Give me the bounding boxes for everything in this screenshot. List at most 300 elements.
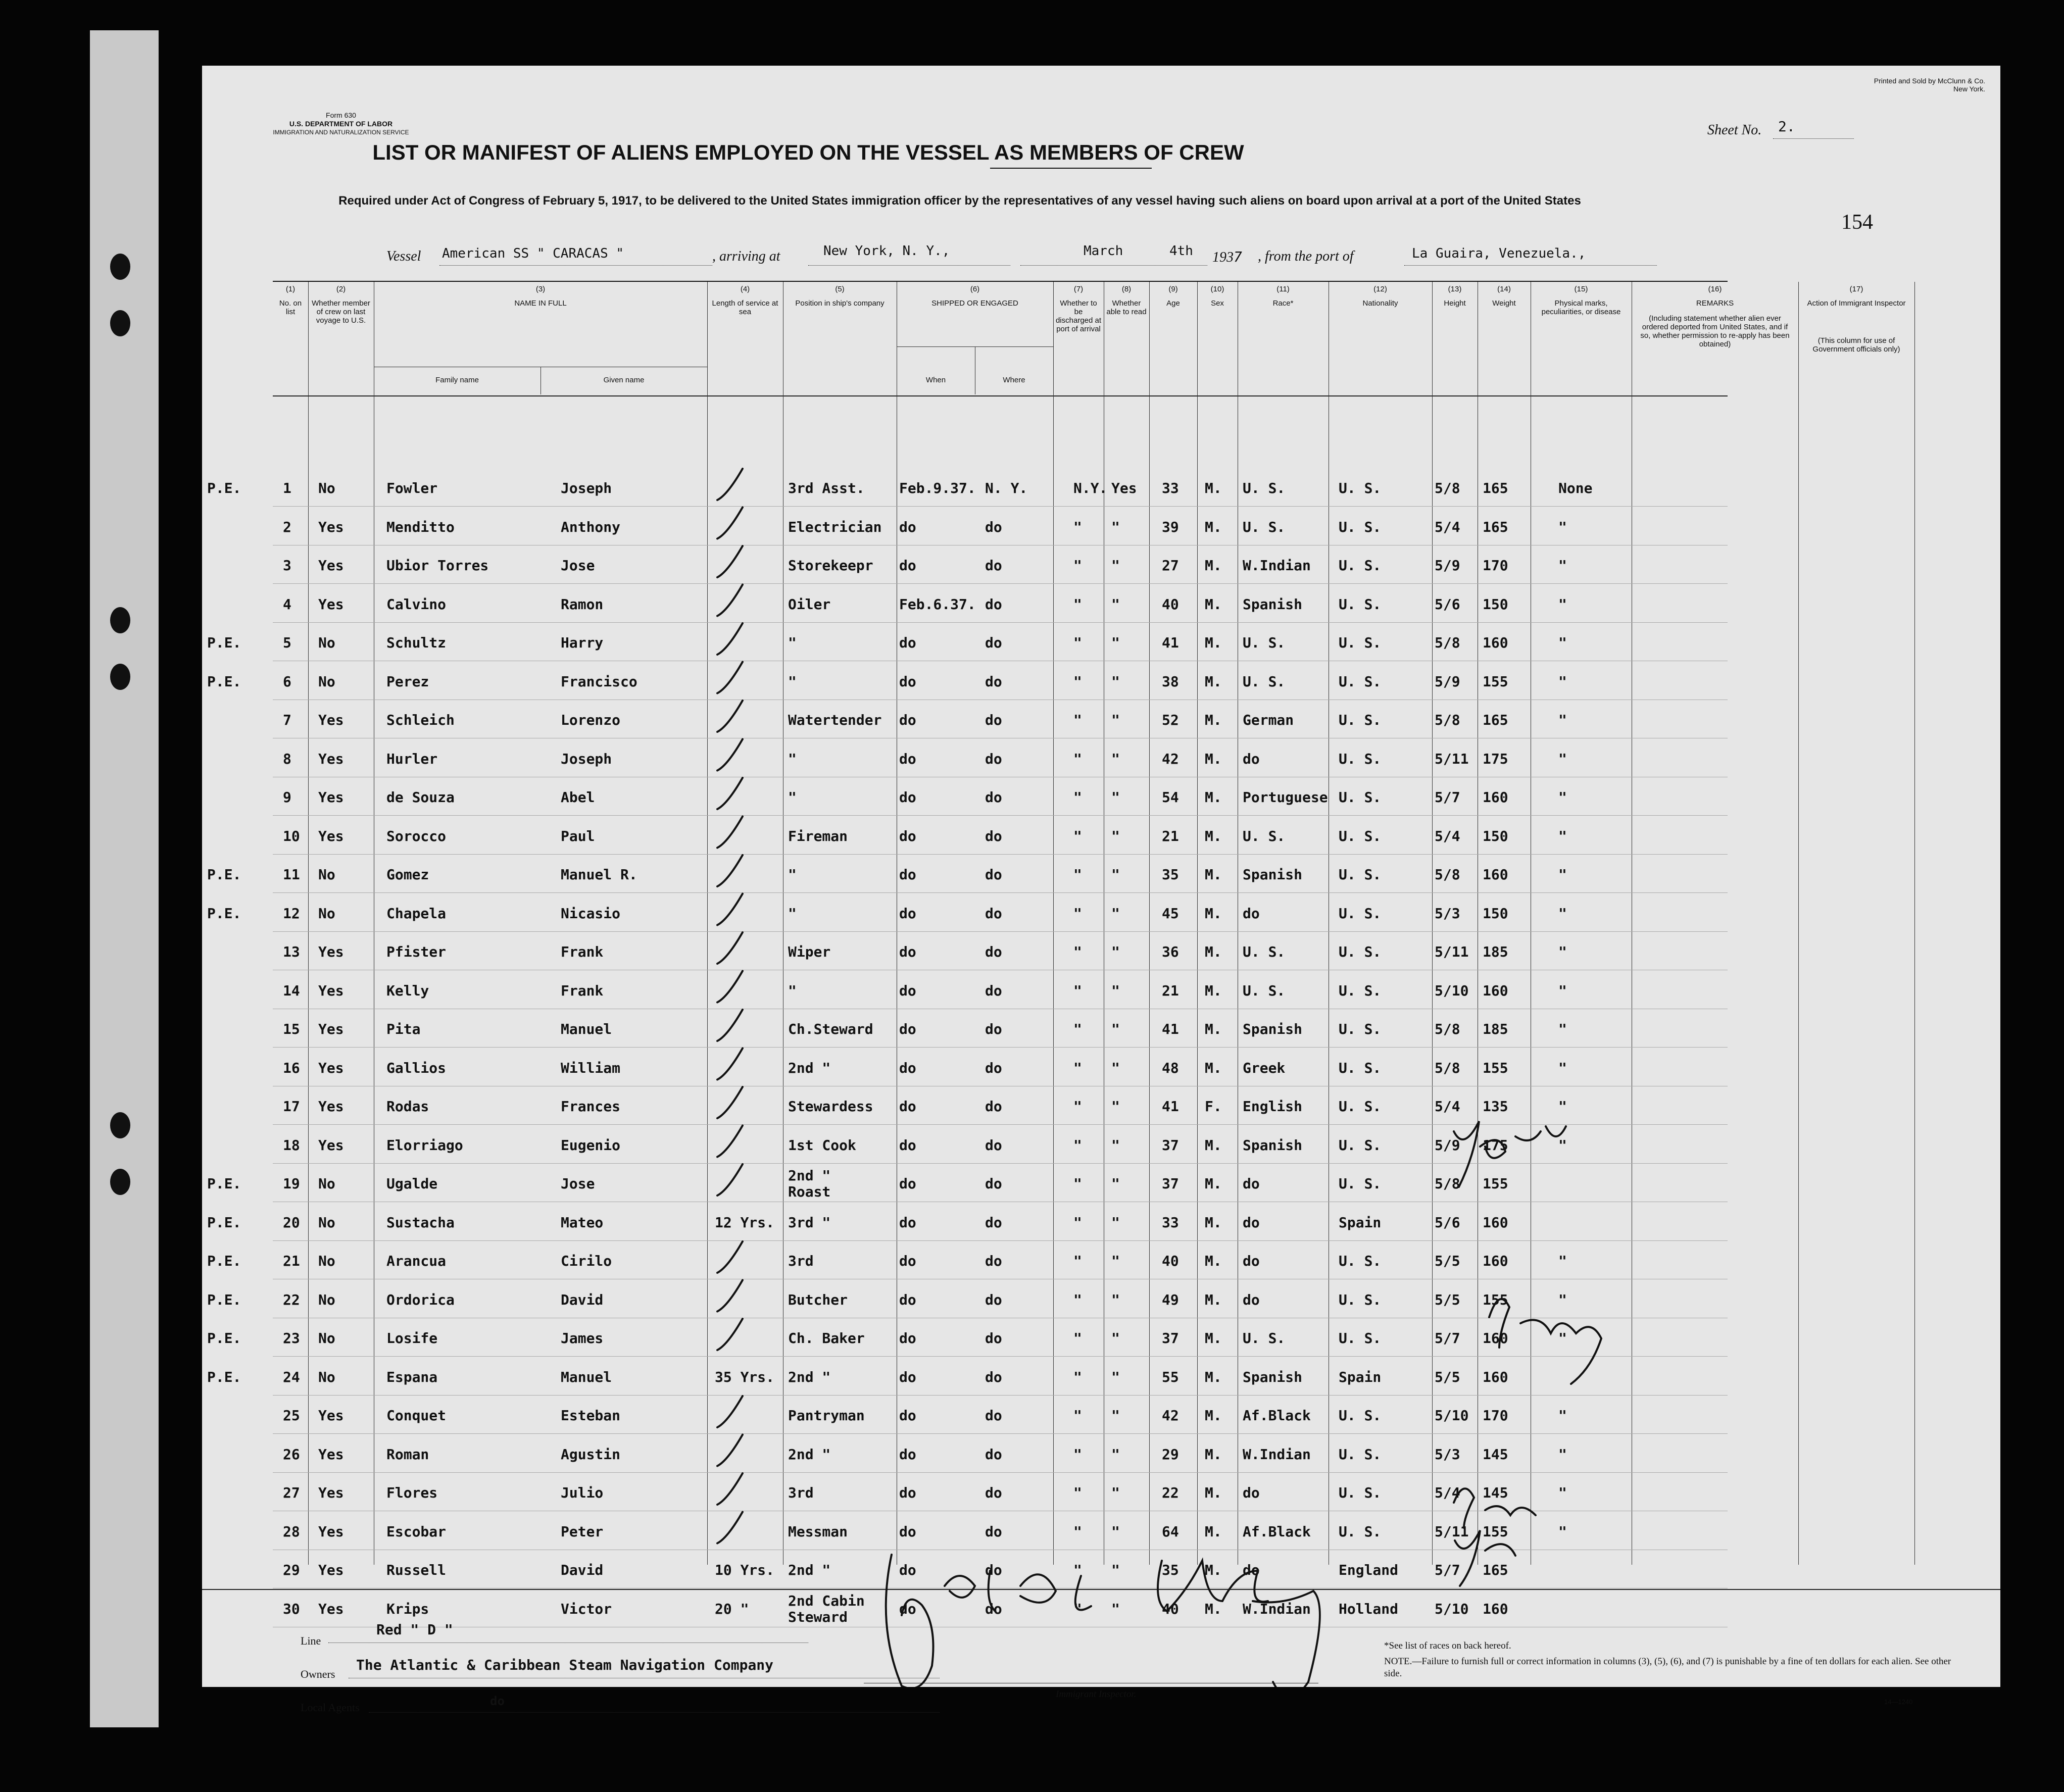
family-name: Gomez	[386, 866, 429, 883]
shipped-when: do	[899, 1175, 916, 1192]
handwritten-remark: Re-shipping	[1637, 1562, 1666, 1569]
nationality: U. S.	[1339, 1446, 1382, 1463]
given-name: Joseph	[561, 750, 612, 767]
weight: 155	[1483, 673, 1508, 690]
discharged: "	[1073, 905, 1082, 922]
header-action-note: (This column for use of Government officials only)	[1812, 336, 1900, 354]
given-name: Manuel R.	[561, 866, 637, 883]
binder-hole	[110, 1169, 130, 1195]
last-voyage: Yes	[318, 1136, 344, 1154]
race: Portuguese	[1243, 789, 1328, 806]
last-voyage: Yes	[318, 595, 344, 613]
physical-marks: "	[1558, 789, 1567, 806]
last-voyage: Yes	[318, 943, 344, 960]
last-voyage: Yes	[318, 982, 344, 999]
header-when: When	[925, 376, 946, 384]
discharged: "	[1073, 982, 1082, 999]
check-tick	[717, 662, 743, 693]
position: 2nd "	[788, 1368, 831, 1385]
race: U. S.	[1243, 982, 1286, 999]
check-tick	[717, 1319, 743, 1350]
discharged: "	[1073, 673, 1082, 690]
given-name: Frank	[561, 943, 604, 960]
family-name: Pfister	[386, 943, 447, 960]
physical-marks: "	[1558, 1484, 1567, 1501]
physical-marks: "	[1558, 1136, 1567, 1154]
last-voyage: No	[318, 673, 335, 690]
family-name: Flores	[386, 1484, 438, 1501]
discharged: "	[1073, 827, 1082, 844]
sex: M.	[1205, 1368, 1222, 1385]
family-name: Roman	[386, 1446, 429, 1463]
sex: M.	[1205, 1021, 1222, 1037]
shipped-where: do	[985, 634, 1002, 651]
header-position: Position in ship's company	[795, 299, 884, 308]
height: 5/8	[1435, 1059, 1460, 1076]
column-number: (3)	[535, 285, 546, 293]
given-name: David	[561, 1562, 604, 1578]
row-number: 2	[283, 518, 291, 535]
check-tick	[717, 1435, 743, 1466]
check-tick	[717, 623, 743, 655]
given-name: Francisco	[561, 673, 637, 690]
able-to-read: "	[1111, 1253, 1120, 1269]
able-to-read: "	[1111, 789, 1120, 806]
weight: 170	[1483, 1407, 1508, 1424]
weight: 160	[1483, 982, 1508, 999]
discharged: "	[1073, 750, 1082, 767]
inspector-label: Immigrant Inspector.	[1056, 1689, 1137, 1700]
inspector-signature	[886, 1555, 1320, 1687]
row-number: 3	[283, 557, 291, 574]
given-name: Manuel	[561, 1368, 612, 1385]
shipped-when: do	[899, 1214, 916, 1231]
shipped-when: do	[899, 789, 916, 806]
height: 5/5	[1435, 1253, 1460, 1269]
arrival-month: March	[1084, 243, 1123, 259]
shipped-where: do	[985, 1136, 1002, 1154]
shipped-where: do	[985, 1214, 1002, 1231]
height: 5/7	[1435, 1330, 1460, 1347]
check-tick	[717, 585, 743, 616]
sex: F.	[1205, 1098, 1222, 1115]
given-name: Anthony	[561, 518, 621, 535]
shipped-where: do	[985, 1253, 1002, 1269]
position: Fireman	[788, 827, 848, 844]
shipped-when: do	[899, 1330, 916, 1347]
position: 1st Cook	[788, 1136, 856, 1154]
able-to-read: "	[1111, 1330, 1120, 1347]
sex: M.	[1205, 789, 1222, 806]
shipped-when: do	[899, 827, 916, 844]
height: 5/7	[1435, 1562, 1460, 1578]
nationality: U. S.	[1339, 789, 1382, 806]
row-number: 20	[283, 1214, 300, 1231]
row-number: 19	[283, 1175, 300, 1192]
shipped-when: do	[899, 1136, 916, 1154]
last-voyage: No	[318, 866, 335, 883]
shipped-where: do	[985, 595, 1002, 613]
nationality: U. S.	[1339, 557, 1382, 574]
discharged: "	[1073, 943, 1082, 960]
row-number: 27	[283, 1484, 300, 1501]
height: 5/6	[1435, 595, 1460, 613]
header-remarks: REMARKS	[1696, 299, 1734, 308]
sex: M.	[1205, 712, 1222, 728]
sex: M.	[1205, 1484, 1222, 1501]
year-digit: 7	[1234, 248, 1242, 265]
nationality: U. S.	[1339, 1059, 1382, 1076]
length-of-service: 12 Yrs.	[715, 1214, 775, 1231]
given-name: Paul	[561, 827, 595, 844]
weight: 165	[1483, 480, 1508, 496]
weight: 160	[1483, 634, 1508, 651]
nationality: U. S.	[1339, 673, 1382, 690]
header-action: Action of Immigrant Inspector	[1807, 299, 1906, 308]
shipped-when: do	[899, 1523, 916, 1540]
check-tick	[717, 469, 743, 500]
handwriting-layer	[202, 66, 2000, 1687]
nationality: U. S.	[1339, 1253, 1382, 1269]
check-tick	[717, 1049, 743, 1080]
row-number: 22	[283, 1291, 300, 1308]
last-voyage: Yes	[318, 1098, 344, 1115]
shipped-where: do	[985, 1059, 1002, 1076]
height: 5/3	[1435, 1446, 1460, 1463]
header-where: Where	[1003, 376, 1025, 384]
family-name: Schleich	[386, 712, 455, 728]
position: "	[788, 789, 797, 806]
form-number: Form 630	[326, 111, 356, 119]
shipped-when: do	[899, 750, 916, 767]
race: do	[1243, 1562, 1260, 1578]
nationality: Spain	[1339, 1214, 1382, 1231]
shipped-when: do	[899, 518, 916, 535]
given-name: Agustin	[561, 1446, 621, 1463]
given-name: James	[561, 1330, 604, 1347]
header-weight: Weight	[1492, 299, 1516, 308]
nationality: U. S.	[1339, 1136, 1382, 1154]
shipped-when: do	[899, 634, 916, 651]
family-name: Krips	[386, 1600, 429, 1617]
shipped-when: do	[899, 1600, 916, 1617]
position-line2: Roast	[788, 1183, 831, 1200]
row-number: 28	[283, 1523, 300, 1540]
nationality: U. S.	[1339, 1484, 1382, 1501]
physical-marks: "	[1558, 827, 1567, 844]
check-tick	[717, 1280, 743, 1312]
height: 5/8	[1435, 634, 1460, 651]
height: 5/11	[1435, 1523, 1469, 1540]
able-to-read: "	[1111, 943, 1120, 960]
family-name: Perez	[386, 673, 429, 690]
column-number: (16)	[1708, 285, 1722, 293]
family-name: Chapela	[386, 905, 447, 922]
shipped-where: do	[985, 1368, 1002, 1385]
able-to-read: "	[1111, 1407, 1120, 1424]
sex: M.	[1205, 1446, 1222, 1463]
height: 5/9	[1435, 673, 1460, 690]
discharged: "	[1073, 866, 1082, 883]
shipped-when: do	[899, 1059, 916, 1076]
row-number: 8	[283, 750, 291, 767]
race: W.Indian	[1243, 1446, 1311, 1463]
last-voyage: No	[318, 1175, 335, 1192]
discharged: "	[1073, 1368, 1082, 1385]
row-number: 7	[283, 712, 291, 728]
check-tick	[717, 855, 743, 886]
check-tick	[717, 739, 743, 771]
nationality: U. S.	[1339, 1330, 1382, 1347]
physical-marks: "	[1558, 1407, 1567, 1424]
position: 2nd "	[788, 1167, 831, 1184]
discharged: "	[1073, 1291, 1082, 1308]
sex: M.	[1205, 1330, 1222, 1347]
given-name: Lorenzo	[561, 712, 621, 728]
discharged: "	[1073, 518, 1082, 535]
family-name: Arancua	[386, 1253, 447, 1269]
page-title: LIST OR MANIFEST OF ALIENS EMPLOYED ON THE VESSEL AS MEMBERS OF CREW	[372, 140, 1244, 164]
height: 5/9	[1435, 557, 1460, 574]
shipped-where: do	[985, 557, 1002, 574]
column-number: (10)	[1210, 285, 1224, 293]
shipped-where: do	[985, 1021, 1002, 1037]
check-tick	[717, 1164, 743, 1196]
row-number: 4	[283, 595, 291, 613]
binder-hole	[110, 1112, 130, 1138]
nationality: U. S.	[1339, 595, 1382, 613]
column-number: (7)	[1073, 285, 1084, 293]
given-name: Cirilo	[561, 1253, 612, 1269]
able-to-read: "	[1111, 982, 1120, 999]
shipped-when: do	[899, 943, 916, 960]
row-number: 21	[283, 1253, 300, 1269]
column-number: (2)	[336, 285, 346, 293]
pe-mark: P.E.	[207, 1175, 241, 1192]
weight: 160	[1483, 789, 1508, 806]
printer-name: Printed and Sold by McClunn & Co.	[1874, 77, 1985, 85]
given-name: Eugenio	[561, 1136, 621, 1154]
row-number: 30	[283, 1600, 300, 1617]
shipped-when: Feb.6.37.	[899, 595, 976, 613]
age: 22	[1162, 1484, 1179, 1501]
last-voyage: Yes	[318, 1523, 344, 1540]
weight: 170	[1483, 557, 1508, 574]
check-tick	[717, 1473, 743, 1505]
able-to-read: "	[1111, 1021, 1120, 1037]
physical-marks: "	[1558, 866, 1567, 883]
pe-mark: P.E.	[207, 1368, 241, 1385]
binder-hole	[110, 664, 130, 690]
physical-marks: "	[1558, 905, 1567, 922]
position: "	[788, 905, 797, 922]
physical-marks: "	[1558, 712, 1567, 728]
pe-mark: P.E.	[207, 1253, 241, 1269]
column-number: (4)	[740, 285, 750, 293]
shipped-where: do	[985, 827, 1002, 844]
weight: 185	[1483, 1021, 1508, 1037]
last-voyage: Yes	[318, 1059, 344, 1076]
race: W.Indian	[1243, 557, 1311, 574]
last-voyage: Yes	[318, 1562, 344, 1578]
column-number: (13)	[1448, 285, 1462, 293]
header-able-read: Whether able to read	[1106, 299, 1147, 316]
sex: M.	[1205, 1059, 1222, 1076]
age: 40	[1162, 1253, 1179, 1269]
handwritten-remark: Re-shipping.	[1637, 1368, 1667, 1376]
sex: M.	[1205, 827, 1222, 844]
given-name: William	[561, 1059, 621, 1076]
line-value: Red " D "	[376, 1621, 453, 1638]
family-name: Calvino	[386, 595, 447, 613]
given-name: Julio	[561, 1484, 604, 1501]
column-number: (14)	[1497, 285, 1511, 293]
discharged: "	[1073, 595, 1082, 613]
race: Spanish	[1243, 595, 1303, 613]
position: 2nd Cabin	[788, 1592, 865, 1609]
race: U. S.	[1243, 1330, 1286, 1347]
discharged: "	[1073, 1175, 1082, 1192]
position: Stewardess	[788, 1098, 873, 1115]
race: U. S.	[1243, 518, 1286, 535]
able-to-read: "	[1111, 1368, 1120, 1385]
check-tick	[717, 1087, 743, 1118]
sex: M.	[1205, 943, 1222, 960]
last-voyage: No	[318, 1253, 335, 1269]
able-to-read: "	[1111, 827, 1120, 844]
pe-mark: P.E.	[207, 1330, 241, 1347]
handwritten-remark: Ugal ls.	[1637, 1600, 1656, 1608]
sex: M.	[1205, 982, 1222, 999]
last-voyage: Yes	[318, 1600, 344, 1617]
row-number: 16	[283, 1059, 300, 1076]
family-name: Escobar	[386, 1523, 447, 1540]
shipped-when: do	[899, 1291, 916, 1308]
weight: 150	[1483, 827, 1508, 844]
weight: 155	[1483, 1175, 1508, 1192]
shipped-where: do	[985, 1291, 1002, 1308]
shipped-where: do	[985, 1600, 1002, 1617]
last-voyage: Yes	[318, 712, 344, 728]
last-voyage: No	[318, 1291, 335, 1308]
physical-marks: "	[1558, 1446, 1567, 1463]
shipped-where: do	[985, 750, 1002, 767]
position: "	[788, 982, 797, 999]
able-to-read: "	[1111, 712, 1120, 728]
height: 5/10	[1435, 982, 1469, 999]
weight: 165	[1483, 1562, 1508, 1578]
able-to-read: Yes	[1111, 480, 1137, 496]
pe-mark: P.E.	[207, 634, 241, 651]
age: 41	[1162, 1098, 1179, 1115]
departure-port: La Guaira, Venezuela.,	[1412, 246, 1586, 261]
shipped-when: do	[899, 1368, 916, 1385]
able-to-read: "	[1111, 1562, 1120, 1578]
discharged: "	[1073, 1407, 1082, 1424]
age: 54	[1162, 789, 1179, 806]
discharged: "	[1073, 1562, 1082, 1578]
arrival-day: 4th	[1169, 243, 1193, 259]
able-to-read: "	[1111, 866, 1120, 883]
age: 37	[1162, 1330, 1179, 1347]
able-to-read: "	[1111, 1446, 1120, 1463]
weight: 165	[1483, 518, 1508, 535]
length-of-service: 35 Yrs.	[715, 1368, 775, 1385]
binder-hole	[110, 310, 130, 336]
header-race: Race*	[1272, 299, 1294, 308]
column-number: (1)	[285, 285, 296, 293]
height: 5/10	[1435, 1407, 1469, 1424]
given-name: Jose	[561, 557, 595, 574]
last-voyage: Yes	[318, 518, 344, 535]
header-age: Age	[1166, 299, 1180, 308]
position: 2nd "	[788, 1059, 831, 1076]
fine-note: NOTE.—Failure to furnish full or correct information in columns (3), (5), (6), and (7) is punishable by a fine of ten dollars for each alien. See other side.	[1384, 1656, 1951, 1679]
header-physical-marks: Physical marks, peculiarities, or disease	[1541, 299, 1621, 316]
check-tick	[717, 778, 743, 809]
row-number: 18	[283, 1136, 300, 1154]
header-family-name: Family name	[435, 376, 479, 384]
shipped-where: do	[985, 673, 1002, 690]
family-name: Schultz	[386, 634, 447, 651]
nationality: U. S.	[1339, 943, 1382, 960]
height: 5/8	[1435, 480, 1460, 496]
sheet-number-value: 2.	[1778, 118, 1795, 135]
family-name: Menditto	[386, 518, 455, 535]
race: Greek	[1243, 1059, 1286, 1076]
shipped-when: do	[899, 982, 916, 999]
position: "	[788, 673, 797, 690]
position: 3rd	[788, 1253, 814, 1269]
age: 40	[1162, 1600, 1179, 1617]
given-name: Joseph	[561, 480, 612, 496]
last-voyage: Yes	[318, 1021, 344, 1037]
family-name: Elorriago	[386, 1136, 463, 1154]
header-no-on-list: No. on list	[279, 299, 302, 316]
weight: 160	[1483, 1214, 1508, 1231]
family-name: Conquet	[386, 1407, 447, 1424]
check-tick	[717, 701, 743, 732]
able-to-read: "	[1111, 1214, 1120, 1231]
given-name: Nicasio	[561, 905, 621, 922]
nationality: U. S.	[1339, 712, 1382, 728]
given-name: Peter	[561, 1523, 604, 1540]
height: 5/5	[1435, 1291, 1460, 1308]
age: 64	[1162, 1523, 1179, 1540]
sex: M.	[1205, 1214, 1222, 1231]
race: U. S.	[1243, 943, 1286, 960]
able-to-read: "	[1111, 634, 1120, 651]
family-name: Espana	[386, 1368, 438, 1385]
height: 5/4	[1435, 1098, 1460, 1115]
length-of-service: 10 Yrs.	[715, 1562, 775, 1578]
shipped-where: do	[985, 1098, 1002, 1115]
age: 48	[1162, 1059, 1179, 1076]
header-shipped-engaged: SHIPPED OR ENGAGED	[931, 299, 1018, 308]
last-voyage: Yes	[318, 789, 344, 806]
last-voyage: No	[318, 480, 335, 496]
discharged: "	[1073, 1523, 1082, 1540]
header-height: Height	[1444, 299, 1466, 308]
given-name: Ramon	[561, 595, 604, 613]
shipped-where: do	[985, 712, 1002, 728]
nationality: U. S.	[1339, 1407, 1382, 1424]
height: 5/8	[1435, 866, 1460, 883]
age: 42	[1162, 750, 1179, 767]
weight: 160	[1483, 866, 1508, 883]
race: do	[1243, 1484, 1260, 1501]
row-number: 24	[283, 1368, 300, 1385]
